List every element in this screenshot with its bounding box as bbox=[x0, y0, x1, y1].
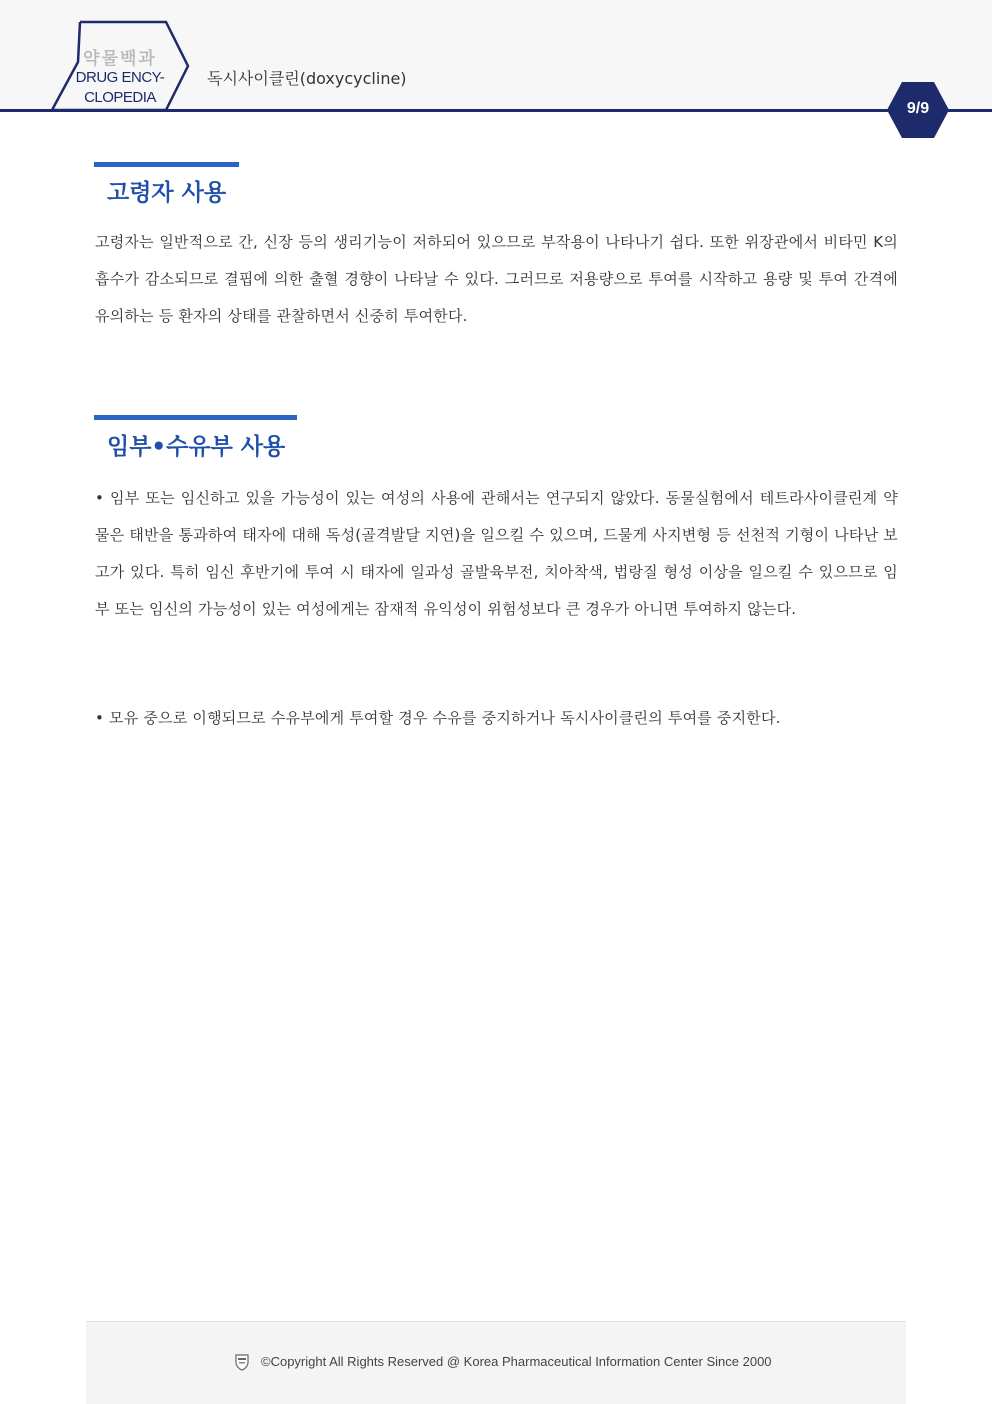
logo-english bbox=[64, 68, 176, 108]
section-underline-bar bbox=[94, 162, 239, 167]
section-underline-bar bbox=[94, 415, 297, 420]
section-paragraph-lactation: • 모유 중으로 이행되므로 수유부에게 투여할 경우 수유를 중지하거나 독시사이클린의 투여를 중지한다. bbox=[95, 709, 781, 727]
footer-copyright: ©Copyright All Rights Reserved @ Korea Pharmaceutical Information Center Since 2000 bbox=[261, 1354, 772, 1369]
section-title-elderly: 고령자 사용 bbox=[107, 180, 227, 206]
logo-english-line2: CLOPEDIA bbox=[84, 89, 156, 106]
logo-korean: 약물백과 bbox=[83, 49, 157, 69]
section-paragraph-pregnancy: • 임부 또는 임신하고 있을 가능성이 있는 여성의 사용에 관해서는 연구되지 않았다. 동물실험에서 테트라사이클린계 약물은 태반을 통과하여 태자에 대해 독성(골격발달 지연)을 일으킬 수 있으며, 드물게 사지변형 등 선천적 기형이 나타난 보고가 있다. 특히 임신 후반기에 투여 시 태자에 일과성 골발육부전, 치아착색, 법랑질 형성 이상을 일으킬 수 있으므로 임부 또는 임신의 가능성이 있는 여성에게는 잠재적 유익성이 위험성보다 큰 경우가 아니면 투여하지 않는다. bbox=[95, 489, 898, 618]
page-indicator: 9/9 bbox=[906, 100, 930, 117]
kpic-emblem-icon bbox=[234, 1353, 250, 1371]
section-paragraph-elderly: 고령자는 일반적으로 간, 신장 등의 생리기능이 저하되어 있으므로 부작용이 나타나기 쉽다. 또한 위장관에서 비타민 K의 흡수가 감소되므로 결핍에 의한 출혈 경향이 나타날 수 있다. 그러므로 저용량으로 투여를 시작하고 용량 및 투여 간격에 유의하는 등 환자의 상태를 관찰하면서 신중히 투여한다. bbox=[95, 233, 898, 325]
document-title: 독시사이클린(doxycycline) bbox=[207, 69, 407, 88]
logo-english-line1: DRUG ENCY- bbox=[75, 69, 165, 86]
section-title-pregnancy: 임부•수유부 사용 bbox=[107, 434, 286, 460]
